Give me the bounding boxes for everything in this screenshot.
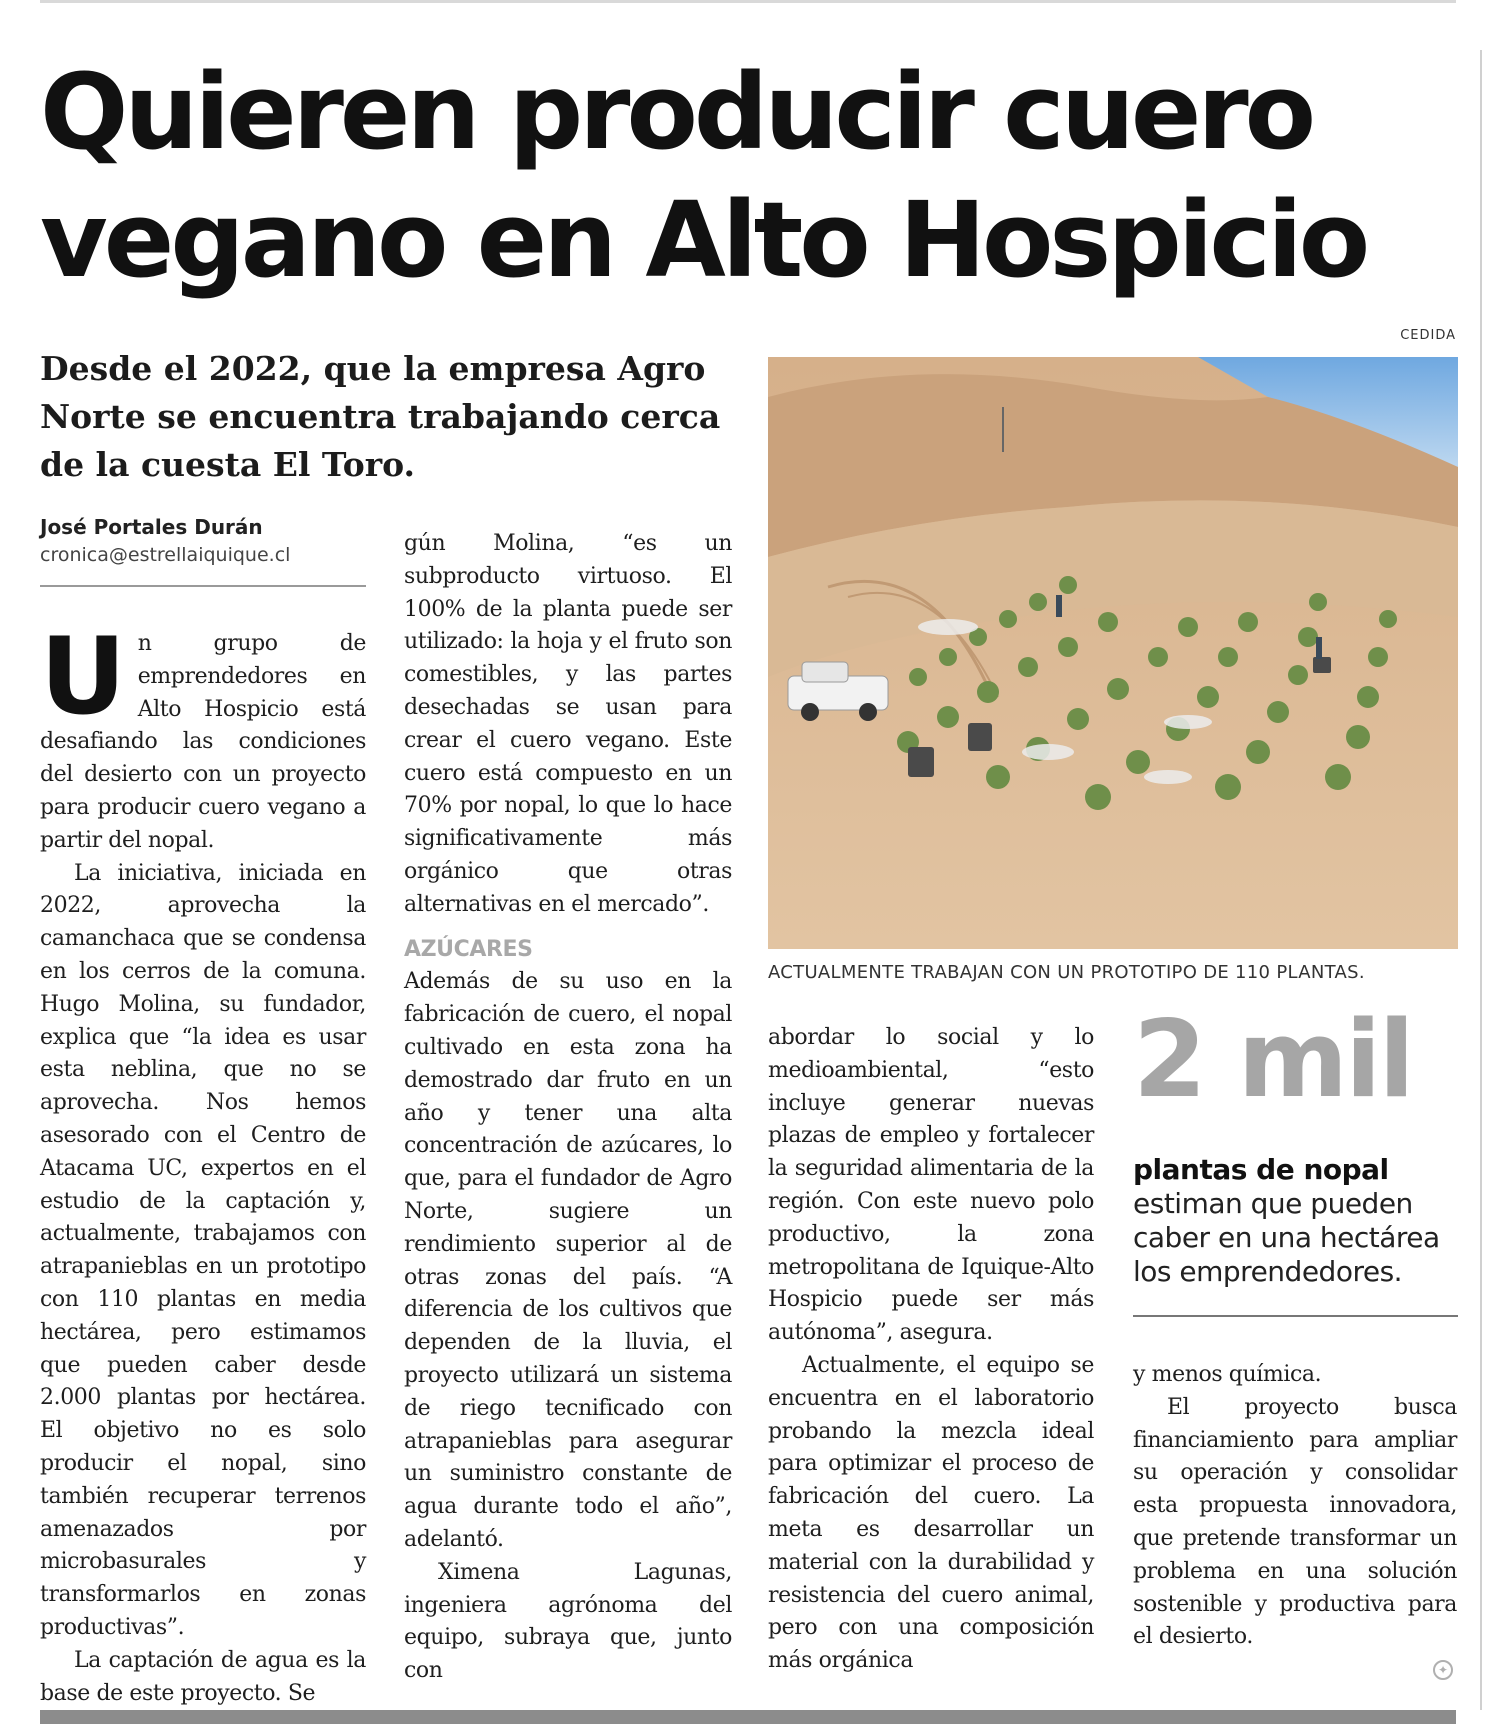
article-photo bbox=[768, 357, 1458, 949]
paragraph: La captación de agua es la base de este proyecto. Se bbox=[40, 1647, 366, 1706]
right-rule bbox=[1480, 50, 1482, 1710]
paragraph-intro-text: n grupo de emprendedores en Alto Hospicio está desafiando las condiciones del desierto con un proyecto para producir cuero vegano a partir del nopal. bbox=[40, 631, 366, 853]
paragraph: El proyecto busca financiamiento para ampliar su operación y consolidar esta propuesta innovadora, que pretende transformar un problema en una solución sostenible y productiva para el desierto. bbox=[1133, 1394, 1457, 1650]
desert-nopal-field-illustration bbox=[768, 357, 1458, 949]
paragraph: Ximena Lagunas, ingeniera agrónoma del equipo, subraya que, junto con bbox=[404, 1559, 732, 1684]
paragraph: La iniciativa, iniciada en 2022, aprovecha la camanchaca que se condensa en los cerros de la comuna. Hugo Molina, su fundador, explica que “la idea es usar esta neblina, que no se aprovecha. Nos hemos asesorado con el Centro de Atacama UC, expertos en el estudio de la captación y, actualmente, trabajamos con atrapanieblas en un prototipo con 110 plantas en media hectárea, pero estimamos que pueden caber desde 2.000 plantas por hectárea. El objetivo no es solo producir el nopal, sino también recuperar terrenos amenazados por microbasurales y transformarlos en zonas productivas”. bbox=[40, 860, 366, 1640]
headline: Quieren producir cuero vegano en Alto Hospicio bbox=[40, 51, 1367, 301]
stat-description-bold: plantas de nopal bbox=[1133, 1153, 1389, 1186]
stat-description-rest: estiman que pueden caber en una hectárea los emprendedores. bbox=[1133, 1187, 1440, 1288]
paragraph: Además de su uso en la fabricación de cuero, el nopal cultivado en esta zona ha demostrado dar fruto en un año y tener una alta concentración de azúcares, lo que, para el fundador de Agro Norte, sugiere un rendimiento superior al de otras zonas del país. “A diferencia de los cultivos que dependen de la lluvia, el proyecto utilizará un sistema de riego tecnificado con atrapanieblas para asegurar un suministro constante de agua durante todo el año”, adelantó. bbox=[404, 969, 732, 1552]
byline-rule bbox=[40, 585, 366, 587]
article-column-2 bbox=[404, 528, 732, 1688]
paragraph: gún Molina, “es un subproducto virtuoso. El 100% de la planta puede ser utilizado: la hoja y el fruto son comestibles, y las partes desechadas se usan para crear el cuero vegano. Este cuero está compuesto en un 70% por nopal, lo que lo hace significativamente más orgánico que otras alternativas en el mercado”. bbox=[404, 531, 732, 917]
end-of-article-icon: ✦ bbox=[1433, 1660, 1453, 1680]
section-subhead: AZÚCARES bbox=[404, 936, 533, 962]
stat-number: 2 mil bbox=[1133, 998, 1412, 1121]
drop-cap: U bbox=[40, 615, 126, 738]
paragraph-intro bbox=[40, 615, 366, 858]
photo-caption: ACTUALMENTE TRABAJAN CON UN PROTOTIPO DE 110 PLANTAS. bbox=[768, 962, 1365, 983]
stat-rule bbox=[1133, 1315, 1458, 1317]
article-column-3 bbox=[768, 1022, 1094, 1678]
paragraph: abordar lo social y lo medioambiental, “esto incluye generar nuevas plazas de empleo y fortalecer la seguridad alimentaria de la región. Con este nuevo polo productivo, la zona metropolitana de Iquique-Alto Hospicio puede ser más autónoma”, asegura. bbox=[768, 1025, 1094, 1346]
byline-author: José Portales Durán bbox=[40, 515, 263, 539]
article-column-4 bbox=[1133, 1359, 1457, 1654]
deck: Desde el 2022, que la empresa Agro Norte se encuentra trabajando cerca de la cuesta El Toro. bbox=[40, 349, 721, 484]
byline bbox=[40, 513, 370, 569]
article-column-1 bbox=[40, 615, 366, 1710]
bottom-rule bbox=[40, 1710, 1456, 1724]
photo-credit: CEDIDA bbox=[1400, 328, 1456, 343]
byline-email[interactable]: cronica@estrellaiquique.cl bbox=[40, 544, 291, 566]
stat-description bbox=[1133, 1153, 1463, 1289]
paragraph: y menos química. bbox=[1133, 1362, 1322, 1387]
paragraph: Actualmente, el equipo se encuentra en el laboratorio probando la mezcla ideal para optimizar el proceso de fabricación del cuero. La meta es desarrollar un material con la durabilidad y resistencia del cuero animal, pero con una composición más orgánica bbox=[768, 1352, 1094, 1674]
top-rule bbox=[40, 0, 1456, 3]
